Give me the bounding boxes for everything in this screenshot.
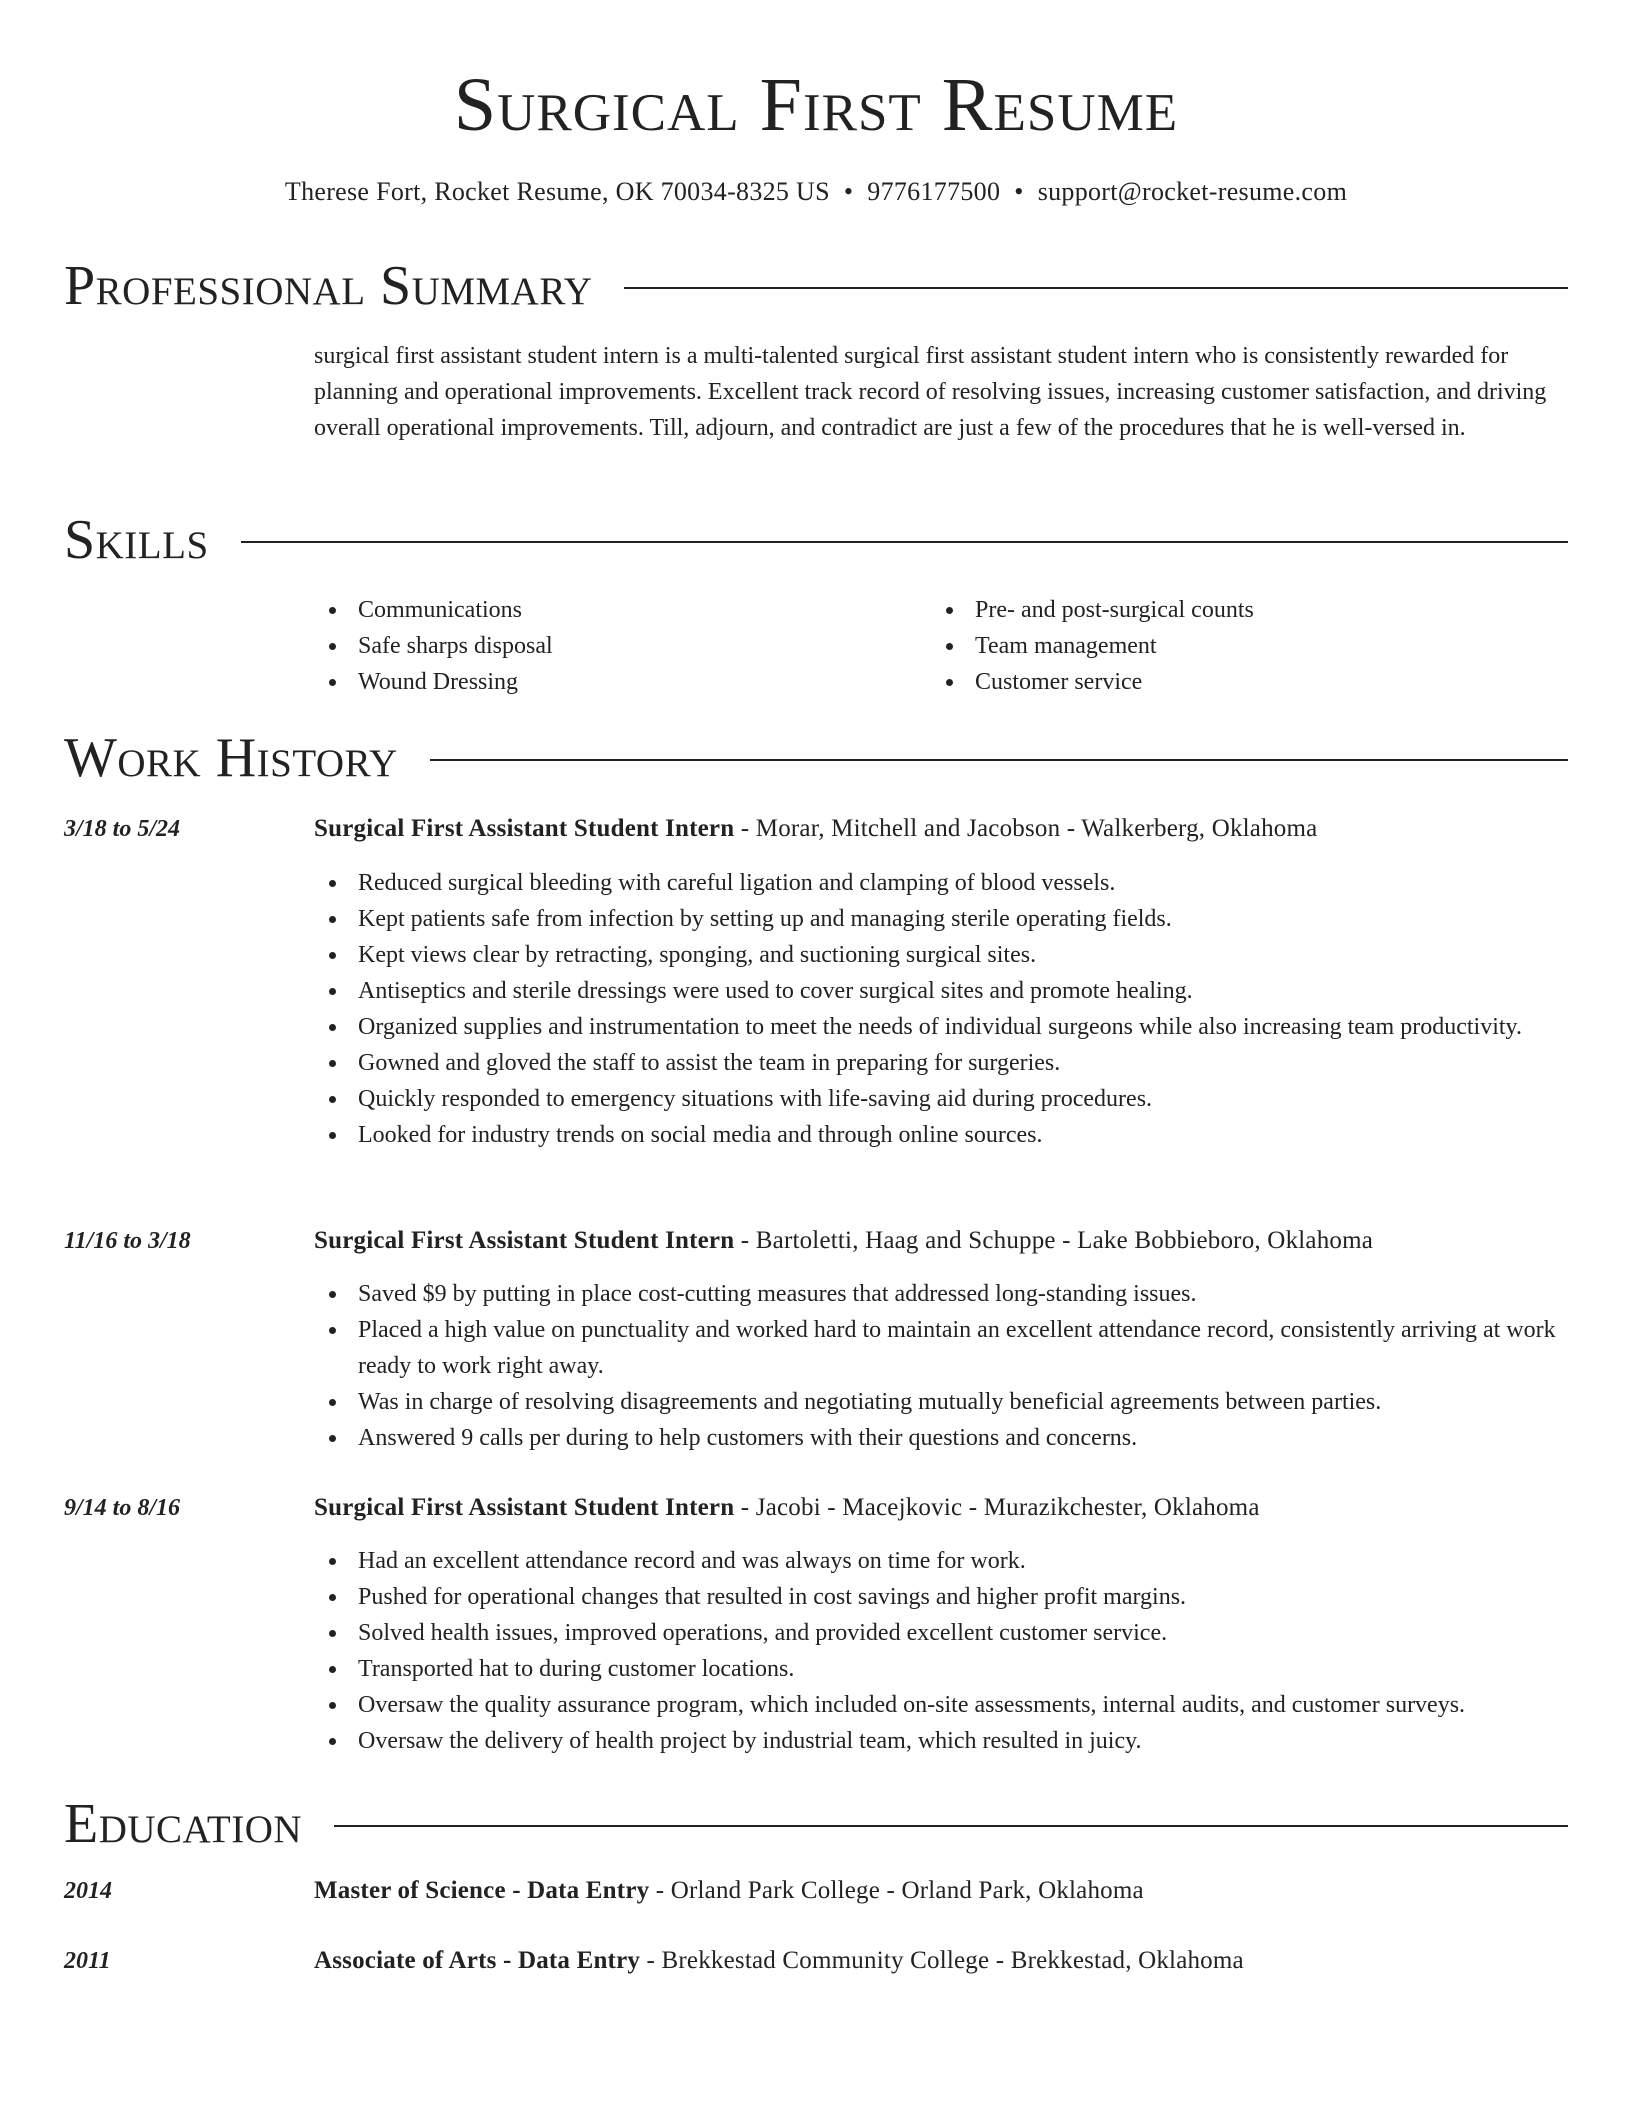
education-year: 2014: [64, 1878, 112, 1904]
job-title: Surgical First Assistant Student Intern: [314, 1227, 735, 1254]
contact-line: [0, 175, 1632, 209]
skill-item: Communications: [314, 592, 931, 628]
job-bullet: Kept patients safe from infection by setting up and managing sterile operating fields.: [314, 901, 1568, 937]
job-heading: [314, 1490, 1568, 1526]
job-heading: [314, 811, 1568, 847]
job-bullet: Gowned and gloved the staff to assist the team in preparing for surgeries.: [314, 1045, 1568, 1081]
section-divider: [430, 759, 1568, 761]
job-title: Surgical First Assistant Student Intern: [314, 815, 735, 842]
skills-section-header: [64, 508, 1568, 572]
contact-address: Therese Fort, Rocket Resume, OK 70034-8325 US: [284, 177, 830, 206]
education-section-header: [64, 1792, 1568, 1856]
education-heading: [314, 1873, 1568, 1909]
skills-column-right: [931, 592, 1548, 700]
section-divider: [624, 287, 1568, 289]
summary-section-header: [64, 254, 1568, 318]
work-section-header: [64, 726, 1568, 790]
job-bullet: Oversaw the delivery of health project by industrial team, which resulted in juicy.: [314, 1723, 1568, 1759]
skills-column-left: [314, 592, 931, 700]
section-heading: Professional Summary: [64, 255, 593, 317]
education-heading: [314, 1943, 1568, 1979]
resume-title: Surgical First Resume: [453, 63, 1179, 147]
job-title: Surgical First Assistant Student Intern: [314, 1494, 735, 1521]
skill-item: Wound Dressing: [314, 664, 931, 700]
job-date: 3/18 to 5/24: [64, 816, 181, 842]
job-bullet: Answered 9 calls per during to help customers with their questions and concerns.: [314, 1420, 1568, 1456]
job-bullet: Kept views clear by retracting, sponging, and suctioning surgical sites.: [314, 937, 1568, 973]
education-degree: Master of Science - Data Entry: [314, 1877, 650, 1904]
skill-item: Team management: [931, 628, 1548, 664]
job-bullets: [314, 865, 1568, 1153]
job-bullet: Looked for industry trends on social media and through online sources.: [314, 1117, 1568, 1153]
section-divider: [334, 1825, 1568, 1827]
section-heading: Work History: [64, 727, 398, 789]
job-bullet: Placed a high value on punctuality and worked hard to maintain an excellent attendance record, consistently arriving at work ready to work right away.: [314, 1312, 1568, 1384]
job-details: - Morar, Mitchell and Jacobson - Walkerberg, Oklahoma: [734, 815, 1318, 842]
contact-separator: •: [843, 177, 854, 206]
section-heading: Education: [64, 1793, 303, 1855]
job-bullet: Had an excellent attendance record and was always on time for work.: [314, 1543, 1568, 1579]
job-heading: [314, 1223, 1568, 1259]
education-details: - Orland Park College - Orland Park, Oklahoma: [649, 1877, 1144, 1904]
job-bullet: Quickly responded to emergency situations with life-saving aid during procedures.: [314, 1081, 1568, 1117]
job-bullets: [314, 1276, 1568, 1456]
section-heading: Skills: [64, 509, 209, 571]
contact-separator: •: [1014, 177, 1024, 206]
education-details: - Brekkestad Community College - Brekkestad, Oklahoma: [640, 1947, 1244, 1974]
job-bullet: Transported hat to during customer locations.: [314, 1651, 1568, 1687]
job-bullet: Solved health issues, improved operations, and provided excellent customer service.: [314, 1615, 1568, 1651]
section-divider: [241, 541, 1568, 543]
job-details: - Bartoletti, Haag and Schuppe - Lake Bobbieboro, Oklahoma: [734, 1227, 1374, 1254]
job-bullet: Was in charge of resolving disagreements and negotiating mutually beneficial agreements between parties.: [314, 1384, 1568, 1420]
job-bullet: Oversaw the quality assurance program, which included on-site assessments, internal audits, and customer surveys.: [314, 1687, 1568, 1723]
job-bullet: Saved $9 by putting in place cost-cutting measures that addressed long-standing issues.: [314, 1276, 1568, 1312]
job-bullet: Organized supplies and instrumentation to meet the needs of individual surgeons while also increasing team productivity.: [314, 1009, 1568, 1045]
skill-item: Customer service: [931, 664, 1548, 700]
education-year: 2011: [64, 1948, 111, 1974]
job-bullet: Antiseptics and sterile dressings were used to cover surgical sites and promote healing.: [314, 973, 1568, 1009]
contact-email[interactable]: support@rocket-resume.com: [1037, 177, 1348, 206]
job-bullet: Pushed for operational changes that resulted in cost savings and higher profit margins.: [314, 1579, 1568, 1615]
job-details: - Jacobi - Macejkovic - Murazikchester, Oklahoma: [734, 1494, 1260, 1521]
skills-list: [314, 592, 1568, 700]
job-bullet: Reduced surgical bleeding with careful ligation and clamping of blood vessels.: [314, 865, 1568, 901]
skill-item: Safe sharps disposal: [314, 628, 931, 664]
contact-phone: 9776177500: [867, 177, 1001, 206]
education-degree: Associate of Arts - Data Entry: [314, 1947, 641, 1974]
job-date: 11/16 to 3/18: [64, 1228, 191, 1254]
job-bullets: [314, 1543, 1568, 1759]
summary-text: surgical first assistant student intern is a multi-talented surgical first assistant student intern who is consistently rewarded for planning and operational improvements. Excellent track record of resolving issues, increasing customer satisfaction, and driving overall operational improvements. Till, adjourn, and contradict are just a few of the procedures that he is well-versed in.: [314, 343, 1547, 441]
skill-item: Pre- and post-surgical counts: [931, 592, 1548, 628]
job-date: 9/14 to 8/16: [64, 1495, 181, 1521]
